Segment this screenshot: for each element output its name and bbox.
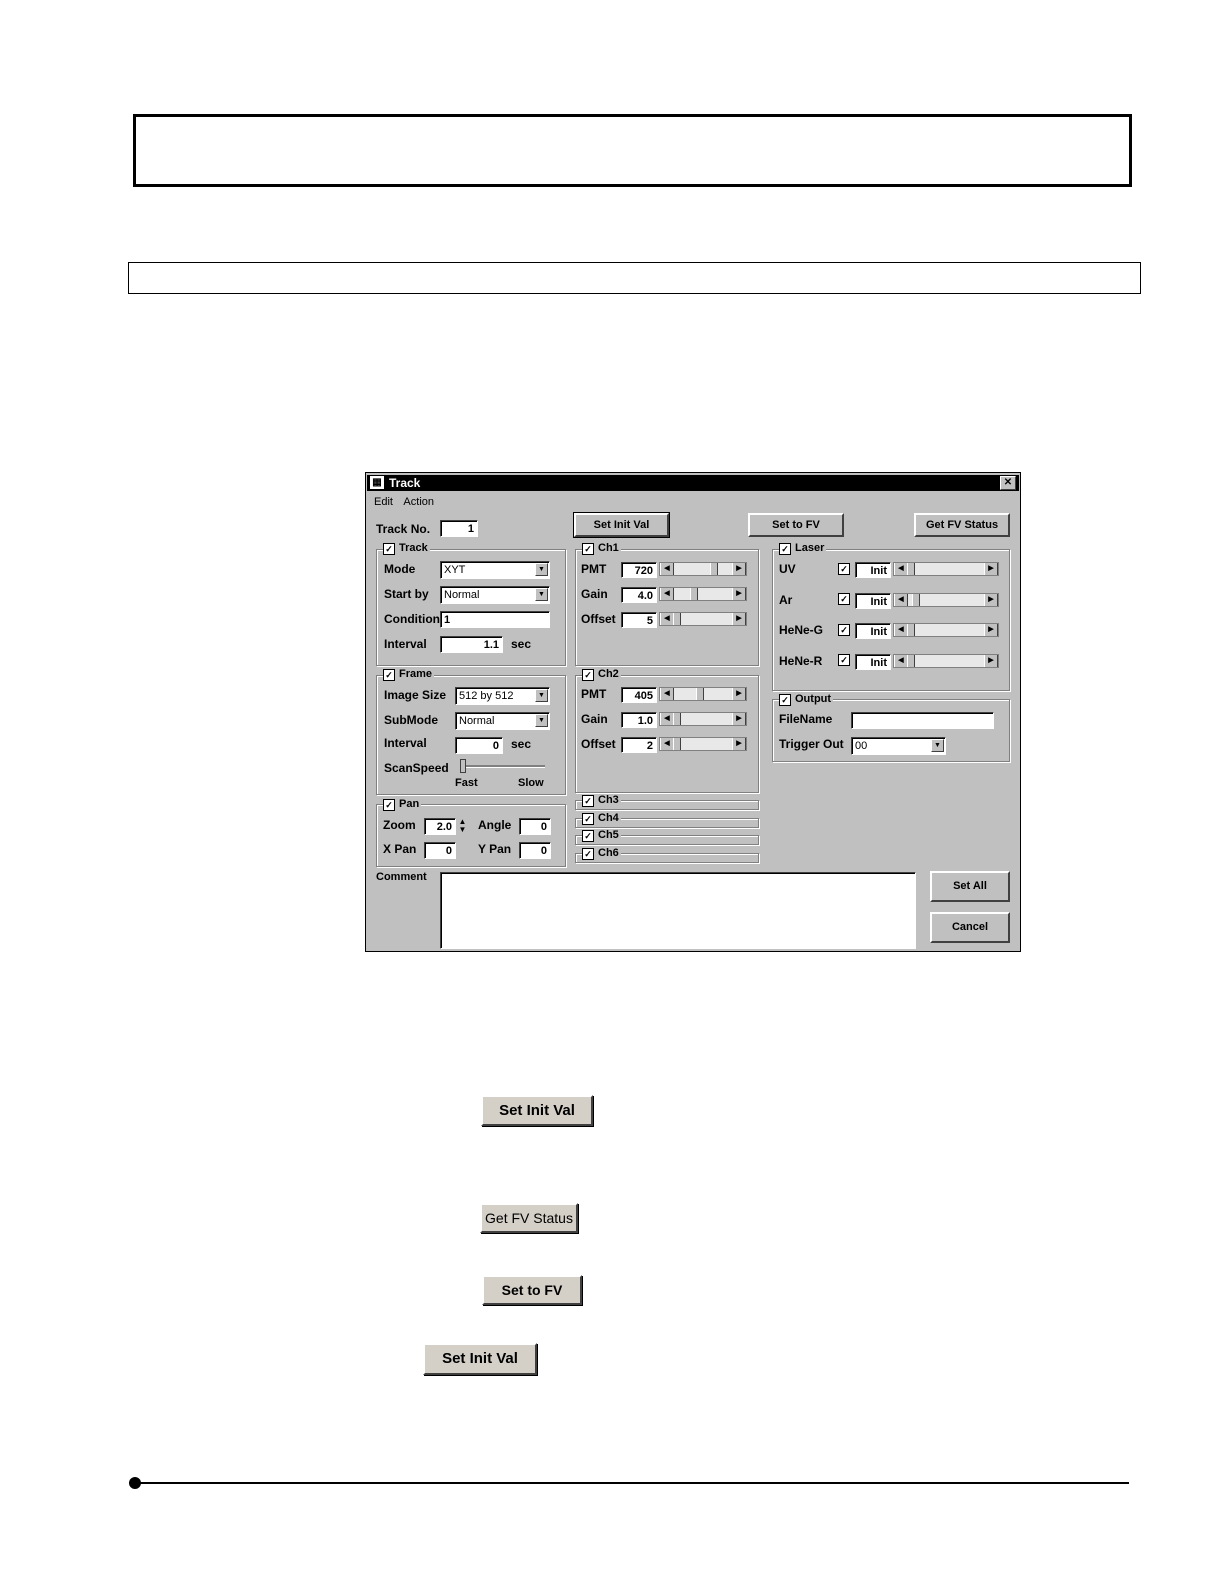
laser-hene-r-field[interactable]: Init bbox=[855, 654, 891, 670]
slider-thumb[interactable] bbox=[907, 563, 915, 575]
laser-hene-r-label: HeNe-R bbox=[779, 654, 823, 668]
ch1-pmt-slider[interactable] bbox=[659, 562, 747, 576]
ch2-gain-field[interactable]: 1.0 bbox=[621, 712, 657, 728]
footer-bullet-icon bbox=[129, 1477, 141, 1489]
laser-hene-r-slider[interactable] bbox=[893, 654, 999, 668]
ch2-offset-slider[interactable] bbox=[659, 737, 747, 751]
mode-label: Mode bbox=[384, 562, 416, 576]
arrow-left-icon[interactable]: ◀ bbox=[660, 738, 674, 750]
filename-label: FileName bbox=[779, 712, 833, 726]
slider-thumb[interactable] bbox=[907, 624, 915, 636]
slider-thumb[interactable] bbox=[696, 688, 704, 700]
ch1-offset-field[interactable]: 5 bbox=[621, 612, 657, 628]
footer-rule bbox=[136, 1482, 1129, 1484]
cancel-button[interactable]: Cancel bbox=[930, 912, 1010, 943]
track-interval-label: Interval bbox=[384, 637, 427, 651]
ch2-offset-field[interactable]: 2 bbox=[621, 737, 657, 753]
track-no-label: Track No. bbox=[376, 522, 431, 536]
arrow-left-icon[interactable]: ◀ bbox=[894, 594, 908, 606]
frame-interval-label: Interval bbox=[384, 736, 427, 750]
ch4-checkbox[interactable]: ✓ bbox=[582, 813, 594, 825]
get-fv-status-button-image: Get FV Status bbox=[480, 1203, 578, 1233]
track-group-title[interactable]: ✓ Track bbox=[383, 542, 430, 555]
ch6-group-title[interactable]: ✓ Ch6 bbox=[582, 847, 621, 860]
ch1-pmt-field[interactable]: 720 bbox=[621, 562, 657, 578]
close-icon[interactable]: ✕ bbox=[1000, 476, 1016, 490]
app-icon: ▦ bbox=[370, 476, 384, 489]
arrow-right-icon[interactable]: ▶ bbox=[732, 738, 746, 750]
submode-label: SubMode bbox=[384, 713, 438, 727]
ch5-checkbox[interactable]: ✓ bbox=[582, 830, 594, 842]
arrow-right-icon[interactable]: ▶ bbox=[732, 688, 746, 700]
slider-thumb[interactable] bbox=[673, 738, 681, 750]
start-by-select[interactable]: Normal ▼ bbox=[440, 586, 550, 604]
ch2-pmt-label: PMT bbox=[581, 687, 607, 701]
menu-action[interactable]: Action bbox=[403, 496, 434, 508]
ch1-pmt-label: PMT bbox=[581, 562, 607, 576]
arrow-right-icon[interactable]: ▶ bbox=[732, 588, 746, 600]
slider-thumb[interactable] bbox=[907, 655, 915, 667]
x-pan-label: X Pan bbox=[383, 842, 417, 856]
ch6-checkbox[interactable]: ✓ bbox=[582, 848, 594, 860]
ch1-group-title[interactable]: ✓ Ch1 bbox=[582, 542, 621, 555]
scan-speed-thumb[interactable] bbox=[460, 759, 466, 773]
menu-bar bbox=[374, 496, 442, 508]
ch2-gain-slider[interactable] bbox=[659, 712, 747, 726]
slider-thumb[interactable] bbox=[673, 713, 681, 725]
laser-ar-field[interactable]: Init bbox=[855, 593, 891, 609]
ch1-offset-label: Offset bbox=[581, 612, 616, 626]
ch3-checkbox[interactable]: ✓ bbox=[582, 795, 594, 807]
comment-field[interactable] bbox=[440, 872, 916, 949]
arrow-right-icon[interactable]: ▶ bbox=[984, 563, 998, 575]
condition-label: Condition bbox=[384, 612, 440, 626]
track-dialog bbox=[365, 472, 1021, 952]
angle-field[interactable]: 0 bbox=[519, 818, 551, 835]
set-init-val-button-image: Set Init Val bbox=[481, 1095, 593, 1126]
scan-speed-track[interactable] bbox=[461, 765, 545, 768]
chevron-down-icon[interactable]: ▼ bbox=[535, 563, 548, 576]
ch1-gain-field[interactable]: 4.0 bbox=[621, 587, 657, 603]
start-by-label: Start by bbox=[384, 587, 429, 601]
laser-checkbox[interactable]: ✓ bbox=[779, 543, 791, 555]
subheader-box bbox=[128, 262, 1141, 294]
arrow-left-icon[interactable]: ◀ bbox=[894, 563, 908, 575]
slider-thumb[interactable] bbox=[710, 563, 718, 575]
ch2-group-title[interactable]: ✓ Ch2 bbox=[582, 668, 621, 681]
ch2-pmt-field[interactable]: 405 bbox=[621, 687, 657, 703]
laser-uv-checkbox[interactable]: ✓ bbox=[838, 563, 850, 575]
arrow-left-icon[interactable]: ◀ bbox=[660, 688, 674, 700]
image-size-label: Image Size bbox=[384, 688, 447, 702]
image-size-select[interactable]: 512 by 512 ▼ bbox=[455, 687, 550, 705]
pan-group-title[interactable]: ✓ Pan bbox=[383, 798, 421, 811]
output-checkbox[interactable]: ✓ bbox=[779, 694, 791, 706]
header-box bbox=[133, 114, 1132, 187]
laser-hene-g-checkbox[interactable]: ✓ bbox=[838, 624, 850, 636]
ch1-gain-slider[interactable] bbox=[659, 587, 747, 601]
x-pan-field[interactable]: 0 bbox=[424, 842, 456, 859]
trigger-out-label: Trigger Out bbox=[779, 737, 844, 751]
track-interval-field[interactable]: 1.1 bbox=[440, 636, 503, 653]
arrow-left-icon[interactable]: ◀ bbox=[894, 624, 908, 636]
zoom-spinner-icon[interactable]: ▲ ▼ bbox=[458, 817, 467, 834]
comment-label: Comment bbox=[376, 871, 427, 883]
arrow-right-icon[interactable]: ▶ bbox=[732, 613, 746, 625]
ch2-gain-label: Gain bbox=[581, 712, 608, 726]
mode-select[interactable]: XYT ▼ bbox=[440, 561, 550, 579]
output-group-title[interactable]: ✓ Output bbox=[779, 693, 833, 706]
ch2-checkbox[interactable]: ✓ bbox=[582, 669, 594, 681]
ch4-group-title[interactable]: ✓ Ch4 bbox=[582, 812, 621, 825]
submode-select[interactable]: Normal ▼ bbox=[455, 712, 550, 730]
laser-ar-checkbox[interactable]: ✓ bbox=[838, 593, 850, 605]
set-to-fv-button-image: Set to FV bbox=[482, 1275, 582, 1305]
scan-speed-label: ScanSpeed bbox=[384, 761, 449, 775]
slider-thumb[interactable] bbox=[912, 594, 920, 606]
y-pan-label: Y Pan bbox=[478, 842, 512, 856]
arrow-right-icon[interactable]: ▶ bbox=[732, 563, 746, 575]
ch1-checkbox[interactable]: ✓ bbox=[582, 543, 594, 555]
arrow-right-icon[interactable]: ▶ bbox=[984, 655, 998, 667]
dialog-title: Track bbox=[389, 476, 421, 490]
ch5-group-title[interactable]: ✓ Ch5 bbox=[582, 829, 621, 842]
set-all-button[interactable]: Set All bbox=[930, 871, 1010, 902]
title-bar bbox=[367, 475, 1019, 491]
laser-ar-label: Ar bbox=[779, 593, 793, 607]
arrow-left-icon[interactable]: ◀ bbox=[894, 655, 908, 667]
filename-field[interactable] bbox=[851, 712, 994, 729]
arrow-right-icon[interactable]: ▶ bbox=[984, 624, 998, 636]
chevron-down-icon[interactable]: ▼ bbox=[535, 588, 548, 601]
zoom-label: Zoom bbox=[383, 818, 416, 832]
arrow-left-icon[interactable]: ◀ bbox=[660, 588, 674, 600]
slider-thumb[interactable] bbox=[690, 588, 698, 600]
zoom-field[interactable]: 2.0 bbox=[424, 818, 456, 835]
get-fv-status-button[interactable]: Get FV Status bbox=[914, 513, 1010, 537]
ch3-group-title[interactable]: ✓ Ch3 bbox=[582, 794, 621, 807]
trigger-out-select[interactable]: 00 ▼ bbox=[851, 737, 946, 755]
ch1-gain-label: Gain bbox=[581, 587, 608, 601]
frame-interval-field[interactable]: 0 bbox=[455, 737, 503, 754]
scan-speed-slow-label: Slow bbox=[518, 777, 544, 789]
pan-checkbox[interactable]: ✓ bbox=[383, 799, 395, 811]
arrow-left-icon[interactable]: ◀ bbox=[660, 613, 674, 625]
slider-thumb[interactable] bbox=[673, 613, 681, 625]
arrow-right-icon[interactable]: ▶ bbox=[984, 594, 998, 606]
laser-uv-label: UV bbox=[779, 562, 796, 576]
ch2-pmt-slider[interactable] bbox=[659, 687, 747, 701]
angle-label: Angle bbox=[478, 818, 512, 832]
track-no-field[interactable]: 1 bbox=[440, 520, 478, 537]
chevron-down-icon[interactable]: ▼ bbox=[931, 739, 944, 752]
laser-ar-slider[interactable] bbox=[893, 593, 999, 607]
frame-interval-unit: sec bbox=[511, 737, 532, 751]
ch2-offset-label: Offset bbox=[581, 737, 616, 751]
laser-uv-field[interactable]: Init bbox=[855, 562, 891, 578]
arrow-left-icon[interactable]: ◀ bbox=[660, 713, 674, 725]
set-init-val-button[interactable]: Set Init Val bbox=[574, 513, 669, 537]
menu-edit[interactable]: Edit bbox=[374, 496, 393, 508]
frame-group-title[interactable]: ✓ Frame bbox=[383, 668, 434, 681]
set-to-fv-button[interactable]: Set to FV bbox=[748, 513, 844, 537]
condition-field[interactable]: 1 bbox=[440, 611, 550, 628]
laser-hene-g-slider[interactable] bbox=[893, 623, 999, 637]
ch1-offset-slider[interactable] bbox=[659, 612, 747, 626]
arrow-right-icon[interactable]: ▶ bbox=[732, 713, 746, 725]
track-interval-unit: sec bbox=[511, 637, 532, 651]
laser-hene-g-field[interactable]: Init bbox=[855, 623, 891, 639]
set-init-val-button-image-2: Set Init Val bbox=[423, 1343, 537, 1375]
scan-speed-fast-label: Fast bbox=[455, 777, 478, 789]
y-pan-field[interactable]: 0 bbox=[519, 842, 551, 859]
chevron-down-icon[interactable]: ▼ bbox=[535, 689, 548, 702]
arrow-left-icon[interactable]: ◀ bbox=[660, 563, 674, 575]
laser-group-title[interactable]: ✓ Laser bbox=[779, 542, 826, 555]
laser-uv-slider[interactable] bbox=[893, 562, 999, 576]
frame-checkbox[interactable]: ✓ bbox=[383, 669, 395, 681]
track-checkbox[interactable]: ✓ bbox=[383, 543, 395, 555]
laser-hene-r-checkbox[interactable]: ✓ bbox=[838, 654, 850, 666]
laser-hene-g-label: HeNe-G bbox=[779, 623, 824, 637]
chevron-down-icon[interactable]: ▼ bbox=[535, 714, 548, 727]
